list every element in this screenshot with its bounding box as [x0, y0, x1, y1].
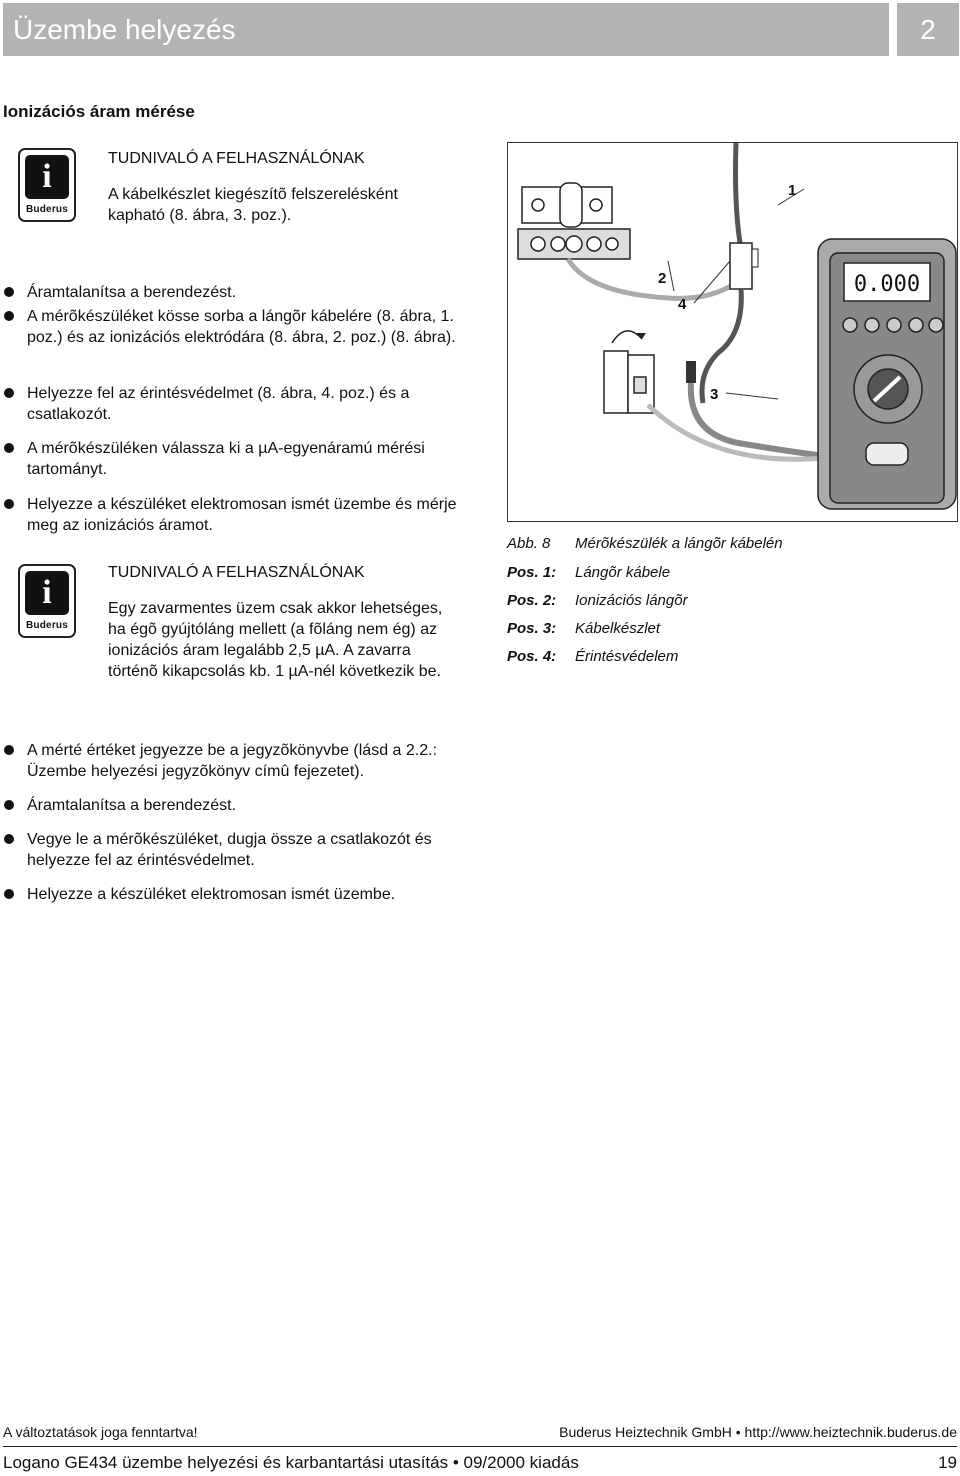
user-note-2	[18, 560, 458, 710]
bullet-icon	[4, 834, 14, 844]
callout-4: 4	[678, 296, 687, 313]
logo-text: Buderus	[26, 204, 68, 215]
page-number: 19	[938, 1453, 957, 1472]
note-body: Egy zavarmentes üzem csak akkor lehetséges, ha égõ gyújtóláng mellett (a fõláng nem ég) az ionizációs áram legalább 2,5 µA. A zavarra történõ kikapcsolás kb. 1 µA-nél következik be.	[108, 600, 443, 680]
note-body: A kábelkészlet kiegészítõ felszerelésként kapható (8. ábra, 3. poz.).	[108, 186, 398, 224]
step-item: Áramtalanítsa a berendezést.	[3, 795, 463, 816]
flame-monitor-cable	[736, 143, 741, 243]
buderus-info-logo	[18, 564, 76, 638]
touch-protection	[730, 243, 752, 289]
step-item: A mérõkészüléket kösse sorba a lángõr kábelére (8. ábra, 1. poz.) és az ionizációs elektródára (8. ábra, 2. poz.) (8. ábra).	[3, 306, 463, 348]
bullet-icon	[4, 287, 14, 297]
step-item: A mérõkészüléken válassza ki a µA-egyenáramú mérési tartományt.	[3, 438, 463, 480]
step-item: A mérté értéket jegyezze be a jegyzõkönyvbe (lásd a 2.2.: Üzembe helyezési jegyzõkönyv címû fejezetet).	[3, 740, 463, 782]
bullet-icon	[4, 311, 14, 321]
bullet-icon	[4, 443, 14, 453]
step-item: Áramtalanítsa a berendezést.	[3, 282, 463, 303]
callout-3: 3	[710, 386, 719, 403]
bullet-icon	[4, 889, 14, 899]
user-note-1	[18, 146, 458, 226]
bullet-icon	[4, 499, 14, 509]
caption-pos-4: Pos. 4: Érintésvédelem	[507, 648, 679, 665]
chapter-number: 2	[897, 3, 959, 56]
figure-8-illustration	[508, 143, 957, 521]
caption-pos-1: Pos. 1: Lángõr kábele	[507, 564, 671, 581]
connector-block	[604, 351, 654, 413]
callout-2: 2	[658, 270, 667, 287]
footer-company: Buderus Heiztechnik GmbH • http://www.heiztechnik.buderus.de	[559, 1424, 957, 1440]
note-heading: TUDNIVALÓ A FELHASZNÁLÓNAK	[108, 564, 365, 581]
footer-document-title: Logano GE434 üzembe helyezési és karbantartási utasítás • 09/2000 kiadás	[3, 1453, 579, 1472]
info-icon: i	[25, 155, 69, 199]
bullet-icon	[4, 745, 14, 755]
info-icon: i	[25, 571, 69, 615]
note-heading: TUDNIVALÓ A FELHASZNÁLÓNAK	[108, 150, 365, 167]
multimeter-display: 0.000	[853, 272, 921, 297]
step-item: Vegye le a mérõkészüléket, dugja össze a csatlakozót és helyezze fel az érintésvédelmet.	[3, 829, 463, 871]
figure-8-multimeter	[507, 142, 958, 522]
step-item: Helyezze a készüléket elektromosan ismét üzembe és mérje meg az ionizációs áramot.	[3, 494, 463, 536]
logo-text: Buderus	[26, 620, 68, 631]
caption-pos-2: Pos. 2: Ionizációs lángõr	[507, 592, 688, 609]
callout-1: 1	[788, 182, 797, 199]
footer-divider	[3, 1446, 957, 1447]
caption-pos-3: Pos. 3: Kábelkészlet	[507, 620, 661, 637]
bullet-icon	[4, 800, 14, 810]
buderus-info-logo	[18, 148, 76, 222]
footer-disclaimer: A változtatások joga fenntartva!	[3, 1424, 198, 1440]
step-item: Helyezze fel az érintésvédelmet (8. ábra, 4. poz.) és a csatlakozót.	[3, 383, 463, 425]
step-item: Helyezze a készüléket elektromosan ismét üzembe.	[3, 884, 463, 905]
figure-caption: Abb. 8 Mérõkészülék a lángõr kábelén	[507, 535, 783, 552]
bullet-icon	[4, 388, 14, 398]
flame-monitor-bracket	[518, 183, 630, 259]
chapter-title: Üzembe helyezés	[3, 3, 889, 56]
section-title: Ionizációs áram mérése	[3, 102, 195, 121]
